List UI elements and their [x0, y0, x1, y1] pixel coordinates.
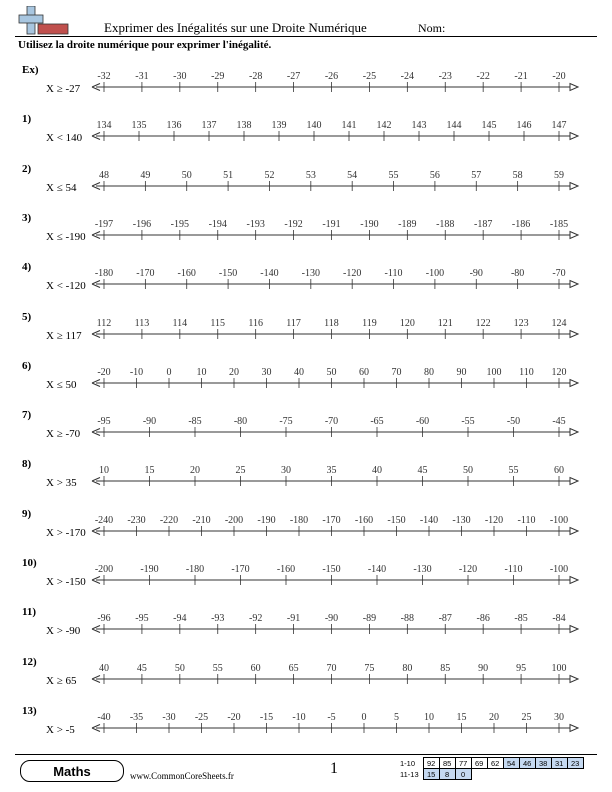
tick-label: -140 — [260, 268, 279, 280]
tick-label: -191 — [322, 218, 341, 230]
tick-label: -80 — [233, 416, 248, 428]
inequality-text: X ≥ 65 — [46, 674, 77, 687]
problem-number: 13) — [22, 704, 37, 717]
tick-label: -185 — [549, 218, 569, 230]
tick-label: -110 — [517, 514, 536, 526]
score-range-label: 11-13 — [400, 769, 419, 779]
score-cell: 46 — [519, 758, 535, 769]
tick-label: -15 — [259, 711, 274, 723]
tick-label: 75 — [364, 662, 375, 674]
tick-label: 15 — [144, 465, 155, 477]
score-cell: 62 — [487, 758, 503, 769]
tick-label: -10 — [129, 366, 144, 378]
tick-label: 65 — [288, 662, 299, 674]
tick-label: 50 — [174, 662, 185, 674]
tick-label: 95 — [516, 662, 527, 674]
tick-label: -21 — [514, 71, 528, 82]
tick-label: -180 — [94, 268, 114, 280]
tick-label: 56 — [429, 169, 440, 181]
problem-number: 4) — [22, 261, 32, 274]
tick-label: -188 — [436, 218, 455, 230]
tick-label: 58 — [512, 169, 523, 181]
tick-label: 30 — [261, 366, 272, 378]
tick-label: 100 — [551, 662, 567, 674]
tick-label: -86 — [476, 613, 490, 625]
problem-item — [0, 555, 612, 599]
tick-label: 70 — [391, 366, 402, 378]
footer-divider — [15, 754, 597, 755]
tick-label: -187 — [473, 218, 493, 230]
tick-label: -196 — [132, 218, 152, 230]
tick-label: -65 — [370, 416, 384, 428]
tick-label: 140 — [306, 120, 322, 132]
tick-label: 0 — [361, 711, 367, 723]
tick-label: -180 — [185, 564, 205, 575]
arrow-right-icon — [570, 675, 578, 682]
problem-item — [0, 259, 612, 303]
tick-label: 147 — [551, 120, 567, 132]
tick-label: -170 — [231, 564, 250, 575]
arrow-right-icon — [570, 281, 578, 288]
logo — [18, 6, 70, 36]
tick-label: 45 — [417, 465, 428, 477]
tick-label: 120 — [399, 317, 415, 329]
tick-label: -220 — [159, 514, 179, 526]
tick-label: 122 — [475, 317, 491, 329]
tick-label: 121 — [437, 317, 453, 329]
number-line[interactable] — [0, 604, 612, 648]
problem-item — [0, 161, 612, 205]
score-row — [398, 769, 583, 780]
tick-label: -85 — [514, 613, 528, 625]
tick-label: 142 — [376, 120, 392, 132]
page-number: 1 — [330, 760, 338, 777]
tick-label: 141 — [341, 120, 357, 132]
tick-label: -100 — [549, 564, 569, 575]
tick-label: 124 — [551, 317, 567, 329]
tick-label: -95 — [97, 416, 111, 428]
tick-label: 135 — [131, 120, 147, 132]
problem-number: 7) — [22, 409, 32, 422]
number-line[interactable] — [0, 506, 612, 550]
tick-label: 85 — [440, 662, 451, 674]
arrow-right-icon — [570, 626, 578, 633]
tick-label: 118 — [324, 317, 339, 329]
arrow-right-icon — [570, 231, 578, 238]
tick-label: -75 — [279, 416, 293, 428]
problem-number: 11) — [22, 606, 37, 619]
tick-label: 45 — [136, 662, 147, 674]
tick-label: 90 — [456, 366, 467, 378]
tick-label: 20 — [190, 465, 200, 477]
number-line[interactable] — [0, 358, 612, 402]
tick-label: -85 — [188, 416, 202, 428]
tick-label: -45 — [552, 416, 566, 428]
tick-label: -40 — [97, 711, 111, 723]
score-cell: 92 — [423, 758, 439, 769]
tick-label: -180 — [289, 514, 309, 526]
tick-label: 20 — [489, 711, 499, 723]
tick-label: -29 — [211, 71, 225, 82]
tick-label: 119 — [362, 317, 377, 329]
problem-item — [0, 111, 612, 155]
inequality-text: X > -5 — [46, 723, 75, 736]
tick-label: -10 — [292, 711, 306, 723]
tick-label: 50 — [181, 169, 192, 181]
tick-label: -130 — [452, 514, 471, 526]
tick-label: 48 — [99, 169, 109, 181]
tick-label: -194 — [208, 218, 227, 230]
tick-label: -130 — [301, 268, 320, 280]
tick-label: 0 — [166, 366, 172, 378]
tick-label: -90 — [469, 268, 483, 280]
tick-label: 80 — [402, 662, 413, 674]
tick-label: -150 — [322, 564, 341, 575]
score-row — [398, 758, 583, 769]
tick-label: -160 — [276, 564, 296, 575]
tick-label: -91 — [286, 613, 301, 625]
tick-label: -20 — [97, 366, 111, 378]
tick-label: 40 — [372, 465, 382, 477]
inequality-text: X > -170 — [46, 526, 86, 539]
tick-label: 55 — [508, 465, 519, 477]
inequality-text: X ≥ -27 — [46, 83, 81, 95]
tick-label: 35 — [326, 465, 337, 477]
tick-label: -100 — [549, 514, 569, 526]
score-cell: 31 — [551, 758, 567, 769]
tick-label: 114 — [172, 317, 188, 329]
tick-label: -210 — [192, 514, 211, 526]
tick-label: 100 — [486, 366, 502, 378]
arrow-right-icon — [570, 724, 578, 731]
tick-label: 138 — [236, 120, 252, 132]
problem-number: 6) — [22, 359, 32, 372]
problem-number: 5) — [22, 310, 32, 323]
tick-label: 51 — [223, 169, 234, 181]
tick-label: -27 — [286, 71, 301, 82]
tick-label: 145 — [481, 120, 497, 132]
problem-item — [0, 309, 612, 353]
website-text: www.CommonCoreSheets.fr — [130, 771, 234, 781]
tick-label: -110 — [384, 268, 403, 280]
brand-badge: Maths — [20, 760, 124, 782]
tick-label: 49 — [140, 169, 151, 181]
inequality-text: X > -150 — [46, 576, 86, 588]
tick-label: 113 — [134, 317, 150, 329]
number-line[interactable] — [0, 456, 612, 500]
number-line[interactable] — [0, 62, 612, 106]
tick-label: -89 — [362, 613, 377, 625]
arrow-right-icon — [570, 330, 578, 337]
tick-label: 50 — [463, 465, 473, 477]
tick-label: -200 — [94, 564, 114, 575]
arrow-right-icon — [570, 133, 578, 140]
tick-label: -30 — [173, 71, 187, 82]
tick-label: -192 — [284, 218, 303, 230]
tick-label: -170 — [322, 514, 341, 526]
tick-label: -190 — [360, 218, 379, 230]
tick-label: -160 — [354, 514, 374, 526]
problem-item — [0, 703, 612, 747]
tick-label: -23 — [438, 71, 452, 82]
arrow-right-icon — [570, 379, 578, 386]
tick-label: -170 — [136, 268, 155, 280]
tick-label: -84 — [552, 613, 566, 625]
problem-number: 12) — [22, 655, 37, 668]
tick-label: -240 — [94, 514, 114, 526]
tick-label: -92 — [248, 613, 263, 625]
tick-label: 55 — [388, 169, 399, 181]
number-line[interactable] — [0, 111, 612, 155]
tick-label: -90 — [142, 416, 157, 428]
number-line[interactable] — [0, 210, 612, 254]
number-line[interactable] — [0, 407, 612, 451]
tick-label: -87 — [438, 613, 452, 625]
tick-label: -60 — [415, 416, 430, 428]
tick-label: -195 — [170, 218, 190, 230]
instructions: Utilisez la droite numérique pour exprimer l'inégalité. — [18, 39, 272, 51]
inequality-text: X > 35 — [46, 477, 77, 490]
tick-label: -95 — [135, 613, 149, 625]
score-cell: 69 — [471, 758, 487, 769]
score-cell: 38 — [535, 758, 551, 769]
tick-label: -189 — [398, 218, 417, 230]
number-line[interactable] — [0, 703, 612, 747]
score-cell: 77 — [455, 758, 471, 769]
score-cell: 54 — [503, 758, 519, 769]
tick-label: 116 — [248, 317, 263, 329]
score-cell: 23 — [567, 758, 583, 769]
problem-number: 2) — [22, 162, 32, 175]
tick-label: -20 — [552, 71, 566, 82]
problem-number: 1) — [22, 113, 32, 126]
tick-label: 53 — [305, 169, 316, 181]
tick-label: 80 — [424, 366, 434, 378]
number-line[interactable] — [0, 259, 612, 303]
problem-number: 8) — [22, 458, 32, 471]
problem-item — [0, 407, 612, 451]
tick-label: 137 — [201, 120, 217, 132]
tick-label: 110 — [519, 366, 534, 378]
arrow-right-icon — [570, 429, 578, 436]
inequality-text: X < -120 — [46, 280, 86, 293]
tick-label: -88 — [400, 613, 415, 625]
tick-label: 60 — [359, 366, 369, 378]
tick-label: -130 — [413, 564, 432, 575]
score-table — [398, 757, 584, 780]
tick-label: 25 — [235, 465, 246, 477]
inequality-text: X ≤ 54 — [46, 181, 77, 194]
arrow-right-icon — [570, 527, 578, 534]
arrow-right-icon — [570, 182, 578, 189]
tick-label: 10 — [424, 711, 434, 723]
tick-label: -90 — [324, 613, 339, 625]
inequality-text: X ≤ -190 — [46, 230, 86, 243]
arrow-right-icon — [570, 478, 578, 485]
tick-label: -120 — [484, 514, 504, 526]
tick-label: -150 — [218, 268, 238, 280]
tick-label: 59 — [554, 169, 564, 181]
problem-item — [0, 210, 612, 254]
tick-label: -22 — [476, 71, 490, 82]
tick-label: 5 — [394, 711, 399, 723]
tick-label: 146 — [516, 120, 532, 132]
tick-label: 40 — [99, 662, 109, 674]
inequality-text: X < 140 — [46, 132, 83, 145]
tick-label: -140 — [367, 564, 387, 575]
tick-label: 15 — [456, 711, 467, 723]
tick-label: 144 — [446, 120, 462, 132]
header-divider — [15, 36, 597, 37]
inequality-text: X > -90 — [46, 625, 81, 638]
inequality-text: X ≤ 50 — [46, 378, 77, 391]
score-range-label: 1-10 — [400, 758, 416, 768]
tick-label: -110 — [504, 564, 523, 575]
tick-label: 120 — [551, 366, 567, 378]
problem-number: 9) — [22, 507, 32, 520]
problem-item — [0, 506, 612, 550]
tick-label: -190 — [257, 514, 276, 526]
tick-label: 60 — [250, 662, 261, 674]
tick-label: -150 — [387, 514, 406, 526]
worksheet-title: Exprimer des Inégalités sur une Droite Numérique — [104, 20, 367, 35]
tick-label: 123 — [513, 317, 529, 329]
arrow-right-icon — [570, 577, 578, 584]
tick-label: -230 — [127, 514, 146, 526]
tick-label: -5 — [327, 711, 336, 723]
tick-label: -193 — [246, 218, 265, 230]
tick-label: 50 — [326, 366, 337, 378]
tick-label: 10 — [99, 465, 109, 477]
tick-label: 52 — [264, 169, 275, 181]
problem-item — [0, 604, 612, 648]
tick-label: 115 — [210, 317, 226, 329]
tick-label: 10 — [196, 366, 207, 378]
number-line[interactable] — [0, 654, 612, 698]
problem-item — [0, 456, 612, 500]
tick-label: -140 — [419, 514, 439, 526]
number-line[interactable] — [0, 161, 612, 205]
tick-label: 70 — [326, 662, 337, 674]
tick-label: -50 — [506, 416, 521, 428]
tick-label: 143 — [411, 120, 427, 132]
tick-label: 117 — [286, 317, 301, 329]
tick-label: -120 — [343, 268, 362, 280]
tick-label: 40 — [294, 366, 304, 378]
tick-label: 30 — [281, 465, 291, 477]
tick-label: -94 — [173, 613, 187, 625]
tick-label: -200 — [224, 514, 244, 526]
tick-label: 55 — [212, 662, 223, 674]
tick-label: -55 — [461, 416, 475, 428]
tick-label: -20 — [227, 711, 241, 723]
problem-number: 10) — [22, 557, 37, 569]
name-label: Nom: — [418, 21, 446, 35]
tick-label: 136 — [166, 120, 182, 132]
tick-label: 20 — [229, 366, 239, 378]
arrow-right-icon — [570, 84, 578, 91]
tick-label: -25 — [194, 711, 209, 723]
tick-label: -32 — [97, 71, 111, 82]
tick-label: 134 — [96, 120, 112, 132]
tick-label: -186 — [511, 218, 531, 230]
tick-label: -100 — [425, 268, 445, 280]
tick-label: -30 — [162, 711, 176, 723]
tick-label: -197 — [94, 218, 114, 230]
tick-label: -26 — [324, 71, 339, 82]
tick-label: -96 — [97, 613, 111, 625]
problem-item — [0, 62, 612, 106]
tick-label: -35 — [129, 711, 144, 723]
tick-label: 60 — [554, 465, 564, 477]
inequality-text: X ≥ 117 — [46, 329, 82, 342]
tick-label: 57 — [471, 169, 482, 181]
tick-label: 139 — [271, 120, 287, 132]
tick-label: -93 — [211, 613, 225, 625]
tick-label: 54 — [347, 169, 358, 181]
tick-label: -70 — [552, 268, 566, 280]
tick-label: -24 — [400, 71, 415, 82]
tick-label: 90 — [478, 662, 489, 674]
number-line[interactable] — [0, 555, 612, 599]
tick-label: 25 — [521, 711, 532, 723]
tick-label: -80 — [510, 268, 525, 280]
problem-item — [0, 358, 612, 402]
tick-label: 30 — [554, 711, 564, 723]
tick-label: -120 — [458, 564, 478, 575]
tick-label: -190 — [140, 564, 159, 575]
score-cell: 0 — [455, 769, 471, 780]
problem-number: Ex) — [22, 64, 39, 76]
problem-number: 3) — [22, 211, 32, 224]
tick-label: -25 — [362, 71, 377, 82]
score-cell: 15 — [423, 769, 439, 780]
tick-label: -28 — [248, 71, 263, 82]
problem-item — [0, 654, 612, 698]
inequality-text: X ≥ -70 — [46, 428, 81, 441]
tick-label: -70 — [324, 416, 339, 428]
number-line[interactable] — [0, 309, 612, 353]
tick-label: -160 — [177, 268, 196, 280]
score-cell: 85 — [439, 758, 455, 769]
tick-label: 112 — [96, 317, 112, 329]
score-cell: 8 — [439, 769, 455, 780]
tick-label: -31 — [135, 71, 149, 82]
